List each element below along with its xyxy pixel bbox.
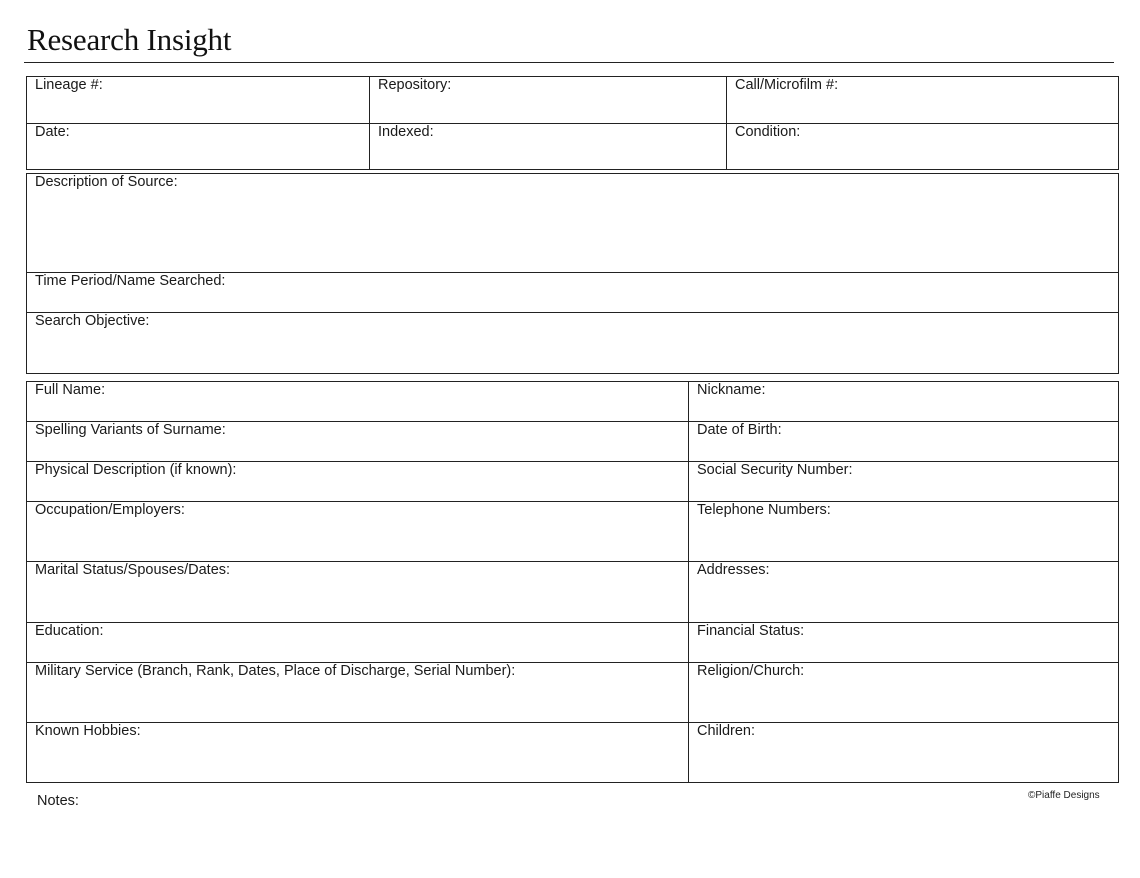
date-of-birth-field[interactable]: Date of Birth: (689, 422, 1119, 462)
table-row (27, 313, 1119, 374)
military-service-field[interactable]: Military Service (Branch, Rank, Dates, Place of Discharge, Serial Number): (27, 663, 689, 723)
time-period-name-searched-field[interactable]: Time Period/Name Searched: (27, 273, 1119, 313)
table-row (27, 382, 1119, 422)
religion-church-field[interactable]: Religion/Church: (689, 663, 1119, 723)
table-row (27, 502, 1119, 562)
education-field[interactable]: Education: (27, 623, 689, 663)
table-row (27, 462, 1119, 502)
financial-status-field[interactable]: Financial Status: (689, 623, 1119, 663)
table-row (27, 562, 1119, 623)
description-of-source-field[interactable]: Description of Source: (27, 174, 1119, 273)
call-microfilm-field[interactable]: Call/Microfilm #: (727, 77, 1119, 124)
search-info-table (26, 173, 1119, 374)
addresses-field[interactable]: Addresses: (689, 562, 1119, 623)
table-row (27, 174, 1119, 273)
social-security-number-field[interactable]: Social Security Number: (689, 462, 1119, 502)
date-field[interactable]: Date: (27, 124, 370, 170)
table-row (27, 723, 1119, 783)
known-hobbies-field[interactable]: Known Hobbies: (27, 723, 689, 783)
lineage-field[interactable]: Lineage #: (27, 77, 370, 124)
occupation-employers-field[interactable]: Occupation/Employers: (27, 502, 689, 562)
spelling-variants-field[interactable]: Spelling Variants of Surname: (27, 422, 689, 462)
full-name-field[interactable]: Full Name: (27, 382, 689, 422)
nickname-field[interactable]: Nickname: (689, 382, 1119, 422)
source-info-table (26, 76, 1119, 170)
indexed-field[interactable]: Indexed: (370, 124, 727, 170)
table-row (27, 623, 1119, 663)
search-objective-field[interactable]: Search Objective: (27, 313, 1119, 374)
table-row (27, 663, 1119, 723)
table-row (27, 422, 1119, 462)
notes-label[interactable]: Notes: (37, 793, 79, 809)
children-field[interactable]: Children: (689, 723, 1119, 783)
copyright-notice: ©Piaffe Designs (1028, 790, 1100, 801)
title-divider (24, 62, 1114, 63)
telephone-numbers-field[interactable]: Telephone Numbers: (689, 502, 1119, 562)
condition-field[interactable]: Condition: (727, 124, 1119, 170)
physical-description-field[interactable]: Physical Description (if known): (27, 462, 689, 502)
table-row (27, 273, 1119, 313)
table-row (27, 124, 1119, 170)
page-title: Research Insight (27, 22, 232, 57)
marital-status-field[interactable]: Marital Status/Spouses/Dates: (27, 562, 689, 623)
person-details-table (26, 381, 1119, 783)
table-row (27, 77, 1119, 124)
repository-field[interactable]: Repository: (370, 77, 727, 124)
